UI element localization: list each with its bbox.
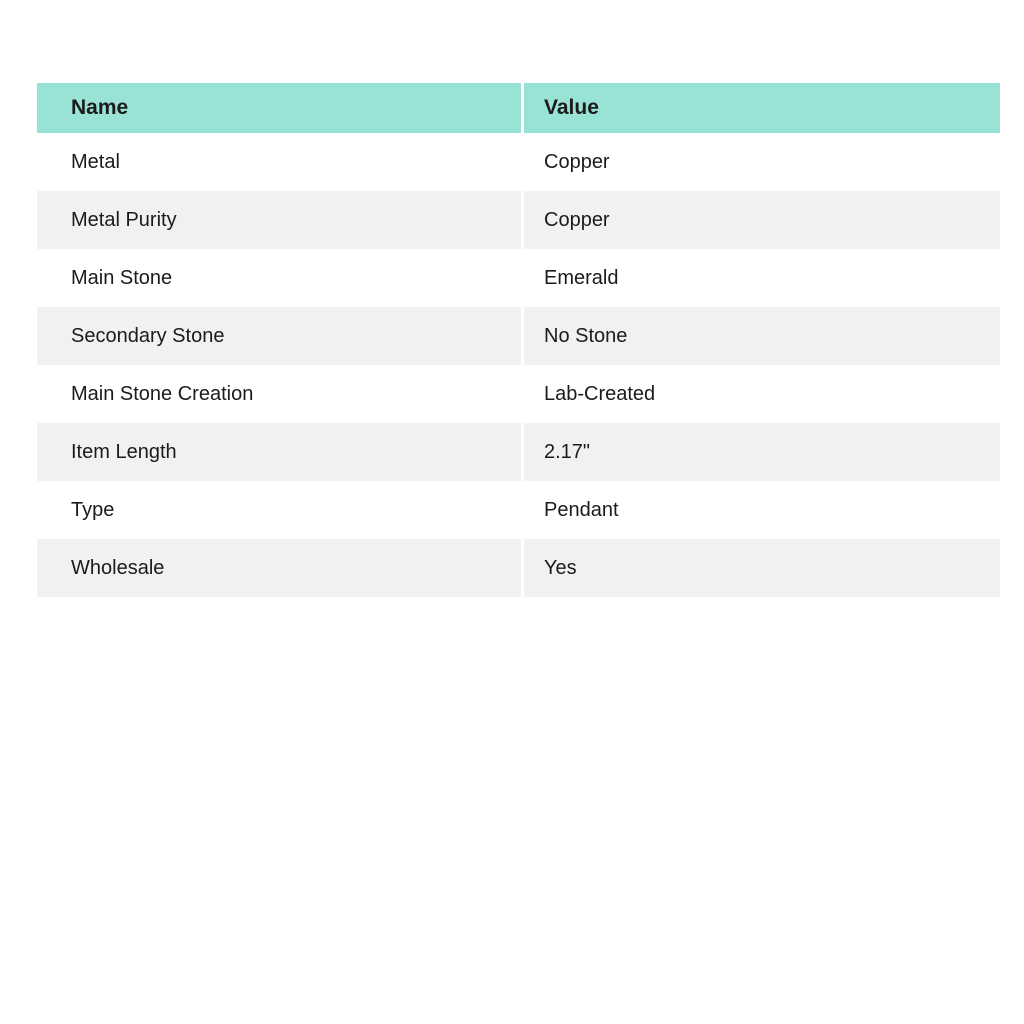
table-row	[37, 133, 1000, 191]
table-row	[37, 365, 1000, 423]
table-row	[37, 249, 1000, 307]
row-value-cell: Emerald	[524, 249, 1000, 307]
row-name-cell: Metal	[37, 133, 521, 191]
row-name-cell: Type	[37, 481, 521, 539]
table-row	[37, 423, 1000, 481]
table-row	[37, 307, 1000, 365]
row-value-cell: Pendant	[524, 481, 1000, 539]
row-value-cell: Copper	[524, 191, 1000, 249]
row-value-cell: Copper	[524, 133, 1000, 191]
row-name-cell: Main Stone Creation	[37, 365, 521, 423]
row-name-cell: Secondary Stone	[37, 307, 521, 365]
table-row	[37, 481, 1000, 539]
row-value-cell: 2.17"	[524, 423, 1000, 481]
table-row	[37, 539, 1000, 597]
row-name-cell: Item Length	[37, 423, 521, 481]
table-header-row	[37, 83, 1000, 133]
row-value-cell: Yes	[524, 539, 1000, 597]
table-row	[37, 191, 1000, 249]
table-body	[37, 133, 1000, 597]
row-value-cell: Lab-Created	[524, 365, 1000, 423]
column-header-value: Value	[524, 83, 1000, 133]
column-header-name: Name	[37, 83, 521, 133]
product-attributes-table	[37, 83, 1000, 597]
row-name-cell: Metal Purity	[37, 191, 521, 249]
row-name-cell: Main Stone	[37, 249, 521, 307]
row-name-cell: Wholesale	[37, 539, 521, 597]
row-value-cell: No Stone	[524, 307, 1000, 365]
